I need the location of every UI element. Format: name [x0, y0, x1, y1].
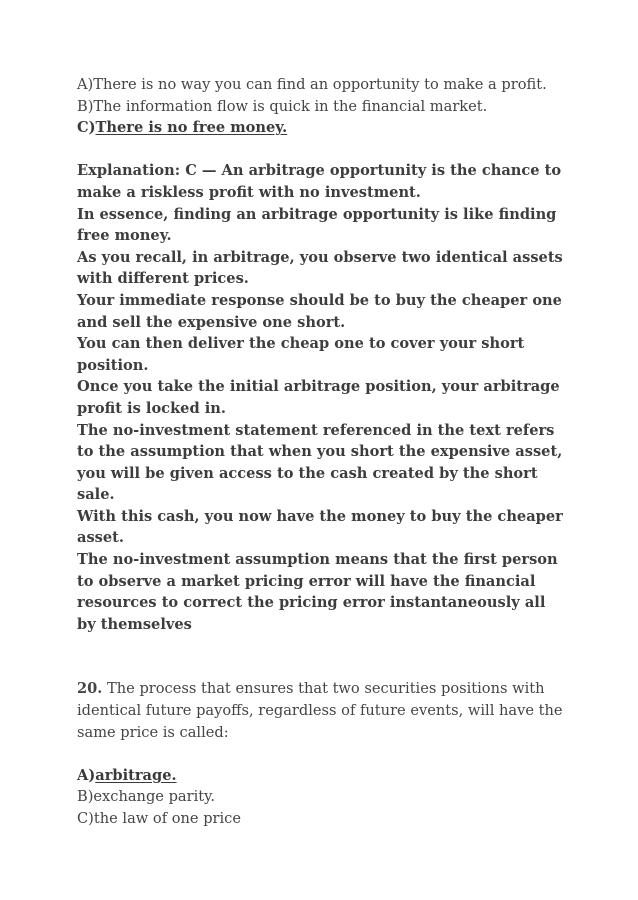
- q20-option-c: C)the law of one price: [77, 810, 241, 827]
- question-number: 20.: [77, 680, 103, 698]
- explanation-paragraph: Your immediate response should be to buy the cheaper one and sell the expensive one short.: [77, 291, 562, 331]
- explanation-paragraph: With this cash, you now have the money to buy the cheaper asset.: [77, 507, 563, 547]
- explanation-paragraph: The no-investment assumption means that the first person to observe a market pricing error will have the financial resources to correct the pricing error instantaneously all by themselves: [77, 551, 558, 633]
- q20-stem: [77, 678, 567, 743]
- explanation-paragraph: Once you take the initial arbitrage position, your arbitrage profit is locked in.: [77, 378, 560, 417]
- explanation-paragraph: You can then deliver the cheap one to cover your short position.: [77, 335, 525, 374]
- q19-option-a: A)There is no way you can find an opportunity to make a profit.: [77, 76, 547, 93]
- question-text: The process that ensures that two securities positions with identical future payoffs, regardless of future events, will have the same price is called:: [77, 680, 563, 741]
- explanation-paragraph: The no-investment statement referenced in the text refers to the assumption that when you short the expensive asset, you will be given access to the cash created by the short sale.: [77, 421, 563, 504]
- q20: [77, 678, 567, 743]
- q19-option-b: B)The information flow is quick in the financial market.: [77, 97, 488, 115]
- explanation-paragraph: As you recall, in arbitrage, you observe two identical assets with different prices.: [77, 248, 563, 288]
- q20-option-b: B)exchange parity.: [77, 788, 216, 806]
- q19-options: [77, 74, 567, 139]
- explanation-paragraph: In essence, finding an arbitrage opportunity is like finding free money.: [77, 205, 557, 245]
- explanation-paragraph: Explanation: C — An arbitrage opportunity is the chance to make a riskless profit with no investment.: [77, 162, 562, 201]
- q19-option-c-correct: C)There is no free money.: [77, 119, 288, 137]
- document-page: [77, 74, 567, 830]
- q20-option-a-correct: A)arbitrage.: [77, 766, 177, 784]
- q19-explanation: [77, 160, 567, 635]
- q20-options: [77, 765, 567, 830]
